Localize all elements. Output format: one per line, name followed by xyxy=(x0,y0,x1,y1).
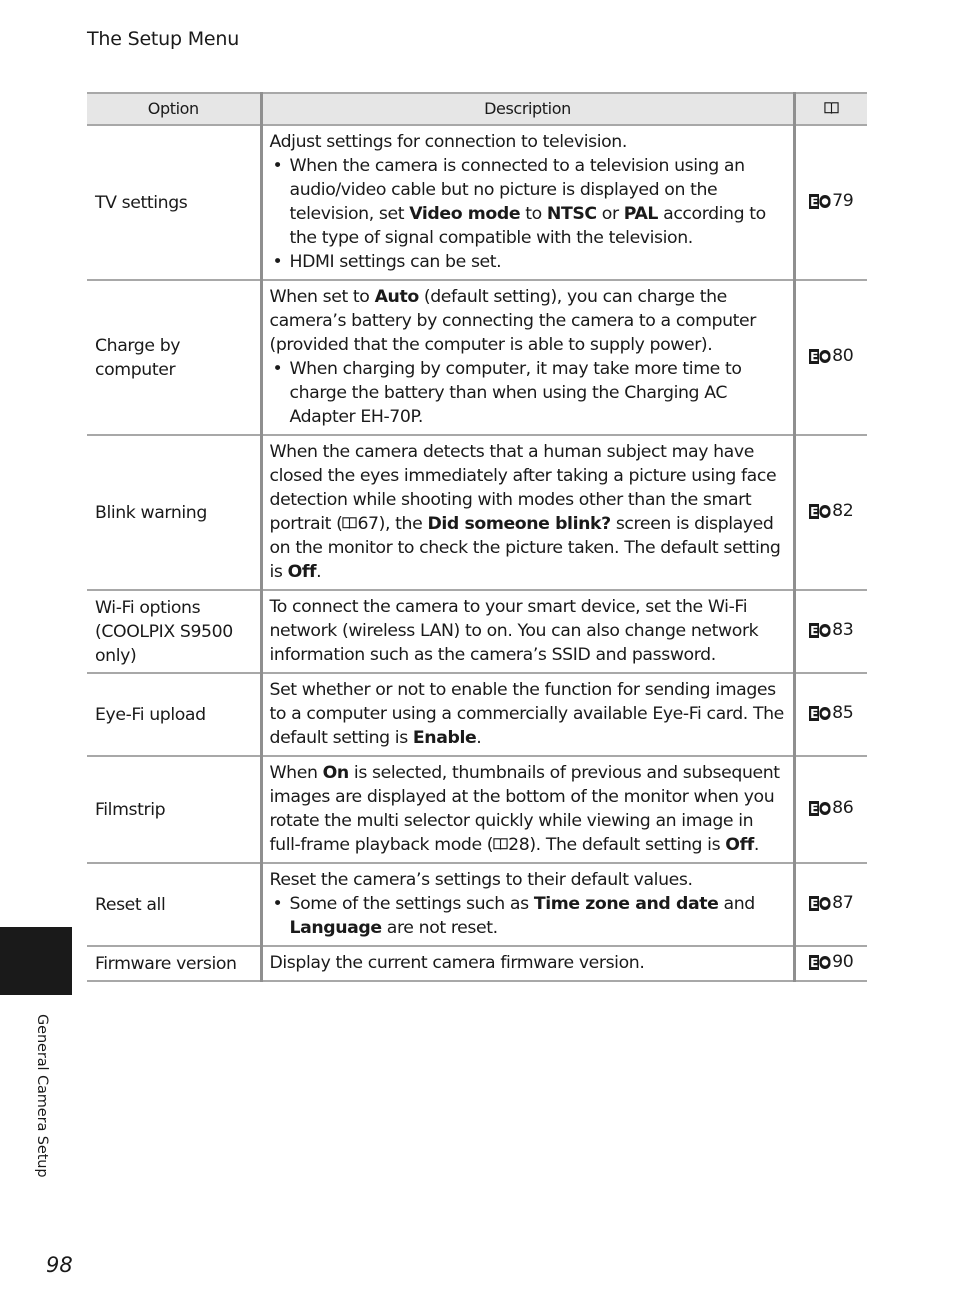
reference-section-icon xyxy=(809,504,831,519)
option-label: TV settings xyxy=(87,125,261,280)
description-cell xyxy=(261,946,794,981)
description-text: When On is selected, thumbnails of previous and subsequent images are displayed at the bottom of the monitor when you rotate the multi selector quickly while viewing an image in full-frame playback mode ( 28). The default setting is Off. xyxy=(269,762,780,855)
description-cell xyxy=(261,756,794,863)
header-description: Description xyxy=(261,93,794,125)
description-text: Adjust settings for connection to television. xyxy=(269,131,627,152)
bullet-item: • When charging by computer, it may take more time to charge the battery than when using the Charging AC Adapter EH-70P. xyxy=(270,357,786,429)
book-icon xyxy=(824,101,839,115)
page-reference: E 90 xyxy=(794,946,867,981)
page-reference: E 85 xyxy=(794,673,867,756)
page-reference: E 79 xyxy=(794,125,867,280)
description-cell xyxy=(261,125,794,280)
svg-text:E: E xyxy=(810,955,819,970)
table-header-row xyxy=(87,93,867,125)
table-row xyxy=(87,280,867,435)
option-label: Wi-Fi options (COOLPIX S9500 only) xyxy=(87,590,261,673)
page-reference: E 82 xyxy=(794,435,867,590)
svg-text:E: E xyxy=(810,801,819,816)
book-icon xyxy=(342,516,357,530)
section-title: The Setup Menu xyxy=(87,28,240,50)
reference-section-icon xyxy=(809,955,831,970)
reference-section-icon xyxy=(809,349,831,364)
option-label: Firmware version xyxy=(87,946,261,981)
svg-text:E: E xyxy=(810,504,819,519)
option-label: Blink warning xyxy=(87,435,261,590)
setup-menu-table xyxy=(87,92,867,982)
option-label: Charge by computer xyxy=(87,280,261,435)
table-row xyxy=(87,946,867,981)
page-reference: E 80 xyxy=(794,280,867,435)
svg-text:E: E xyxy=(810,194,819,209)
table-row xyxy=(87,435,867,590)
bullet-item: • HDMI settings can be set. xyxy=(270,250,786,274)
book-icon xyxy=(493,837,508,851)
description-text: When the camera detects that a human subject may have closed the eyes immediately after taking a picture using face detection while shooting with modes other than the smart portrait ( 67), the Did someone blink? screen is displayed on the monitor to check the picture taken. The default setting is Off. xyxy=(269,441,781,582)
page-reference: E 86 xyxy=(794,756,867,863)
header-option: Option xyxy=(87,93,261,125)
reference-section-icon xyxy=(809,194,831,209)
bullet-item: • When the camera is connected to a television using an audio/video cable but no picture is displayed on the television, set Video mode to NTSC or PAL according to the type of signal compatible with the television. xyxy=(270,154,786,250)
table-row xyxy=(87,125,867,280)
reference-section-icon xyxy=(809,706,831,721)
header-reference xyxy=(794,93,867,125)
page-number: 98 xyxy=(46,1253,73,1277)
option-label: Eye-Fi upload xyxy=(87,673,261,756)
reference-section-icon xyxy=(809,896,831,911)
svg-text:E: E xyxy=(810,706,819,721)
description-cell xyxy=(261,280,794,435)
table-row xyxy=(87,863,867,946)
description-text: Set whether or not to enable the function for sending images to a computer using a commercially available Eye-Fi card. The default setting is Enable. xyxy=(269,679,784,748)
table-row xyxy=(87,756,867,863)
svg-text:E: E xyxy=(810,349,819,364)
reference-section-icon xyxy=(809,801,831,816)
description-text: Display the current camera firmware version. xyxy=(269,952,645,973)
option-label: Reset all xyxy=(87,863,261,946)
description-text: To connect the camera to your smart device, set the Wi-Fi network (wireless LAN) to on. You can also change network information such as the camera’s SSID and password. xyxy=(269,596,759,665)
option-label: Filmstrip xyxy=(87,756,261,863)
description-cell xyxy=(261,435,794,590)
description-text: When set to Auto (default setting), you can charge the camera’s battery by connecting the camera to a computer (provided that the computer is able to supply power). xyxy=(269,286,756,355)
description-text: Reset the camera’s settings to their default values. xyxy=(269,869,693,890)
bullet-item: • Some of the settings such as Time zone and date and Language are not reset. xyxy=(270,892,786,940)
table-row xyxy=(87,590,867,673)
page-reference: E 83 xyxy=(794,590,867,673)
svg-text:E: E xyxy=(810,623,819,638)
page-reference: E 87 xyxy=(794,863,867,946)
description-cell xyxy=(261,590,794,673)
reference-section-icon xyxy=(809,623,831,638)
chapter-label: General Camera Setup xyxy=(34,1014,50,1178)
description-cell xyxy=(261,673,794,756)
table-row xyxy=(87,673,867,756)
chapter-tab xyxy=(0,927,72,995)
svg-text:E: E xyxy=(810,896,819,911)
description-cell xyxy=(261,863,794,946)
